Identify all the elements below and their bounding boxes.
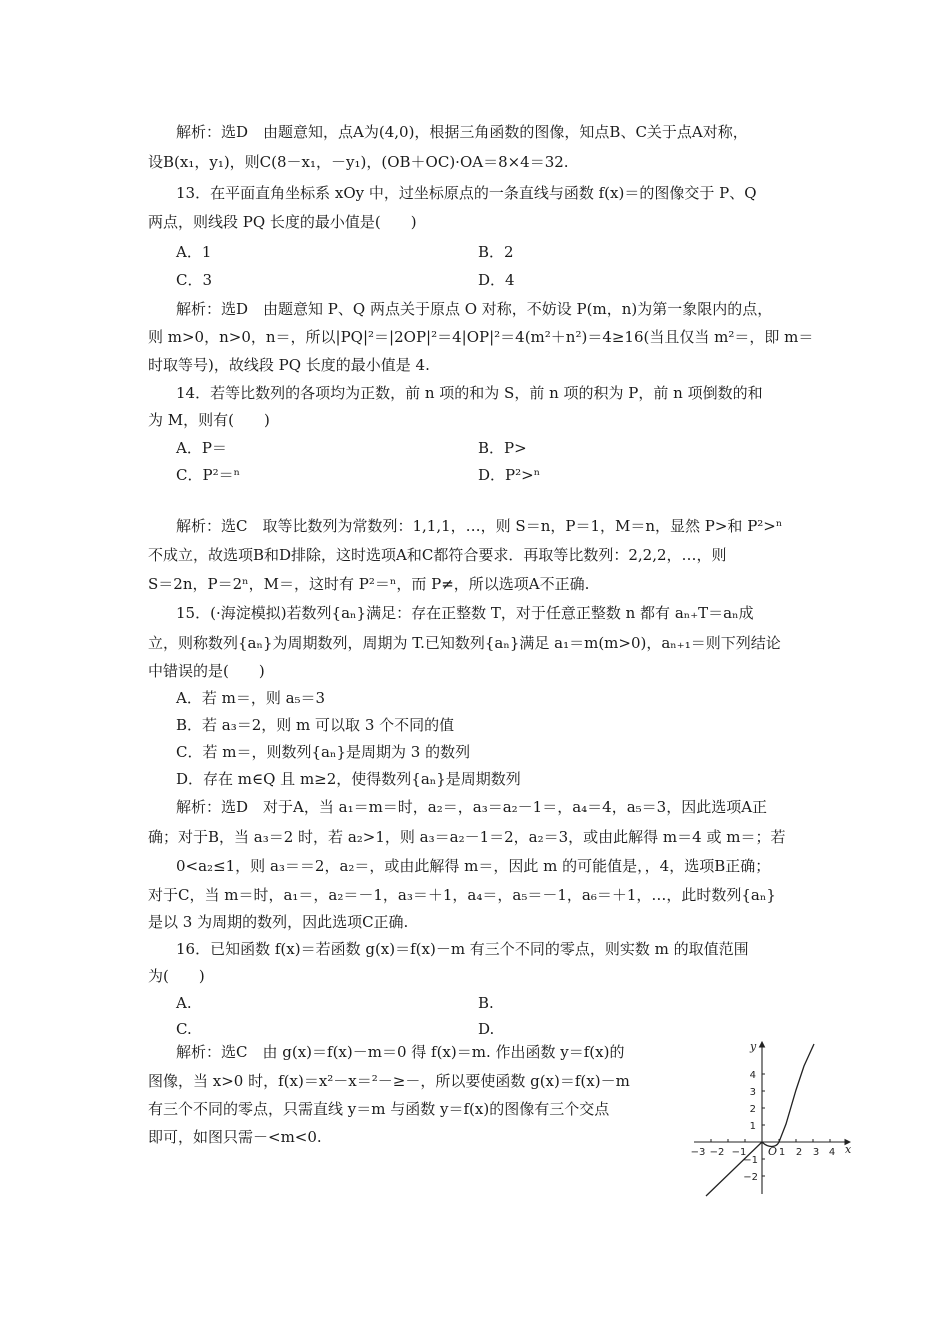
x-tick-label-1: 1 — [778, 1147, 786, 1158]
solution-14-line-2: 不成立，故选项B和D排除，这时选项A和C都符合要求．再取等比数列：2,2,2，…，则 — [148, 546, 727, 564]
function-graph — [690, 1038, 855, 1198]
y-tick-label-2: 2 — [749, 1104, 756, 1115]
solution-14-line-1: 解析：选C 取等比数列为常数列：1,1,1，…，则 S＝n，P＝1，M＝n，显然 P>和 P²>ⁿ — [176, 517, 783, 535]
solution-12-line-1: 解析：选D 由题意知，点A为(4,0)，根据三角函数的图像，知点B、C关于点A对称， — [176, 123, 748, 141]
question-14-stem-cont: 为 M，则有( ) — [148, 411, 270, 429]
question-13-stem-cont: 两点，则线段 PQ 长度的最小值是( ) — [148, 213, 417, 231]
solution-16-line-3: 有三个不同的零点，只需直线 y＝m 与函数 y＝f(x)的图像有三个交点 — [148, 1100, 610, 1118]
x-tick-label-2: 2 — [795, 1147, 803, 1158]
curve-right-parabola — [762, 1044, 814, 1147]
solution-14-line-3: S＝2n，P＝2ⁿ，M＝，这时有 P²＝ⁿ，而 P≠，所以选项A不正确. — [148, 575, 590, 593]
question-14-option-b: B．P> — [478, 439, 527, 457]
question-13-stem: 13．在平面直角坐标系 xOy 中，过坐标原点的一条直线与函数 f(x)＝的图像交于 P、Q — [176, 184, 757, 202]
solution-12-line-2: 设B(x₁，y₁)，则C(8－x₁，－y₁)，(OB＋OC)·OA＝8×4＝32. — [148, 153, 569, 171]
question-14-stem: 14．若等比数列的各项均为正数，前 n 项的和为 S，前 n 项的积为 P，前 n 项倒数的和 — [176, 384, 763, 402]
solution-13-line-3: 时取等号)，故线段 PQ 长度的最小值是 4. — [148, 356, 430, 374]
question-15-option-b: B．若 a₃＝2，则 m 可以取 3 个不同的值 — [176, 716, 455, 734]
question-15-option-c: C．若 m＝，则数列{aₙ}是周期为 3 的数列 — [176, 743, 471, 761]
solution-15-line-3: 0<a₂≤1，则 a₃＝＝2，a₂＝，或由此解得 m＝，因此 m 的可能值是，，4，选项B正确； — [176, 857, 771, 875]
question-13-option-c: C．3 — [176, 271, 213, 289]
question-15-option-d: D．存在 m∈Q 且 m≥2，使得数列{aₙ}是周期数列 — [176, 770, 521, 788]
y-tick-label-3: 3 — [749, 1087, 756, 1098]
y-tick-label-4: 4 — [749, 1070, 756, 1081]
question-13-option-a: A．1 — [176, 243, 212, 261]
x-tick-label-neg1: −1 — [731, 1147, 747, 1158]
y-tick-label-neg1: −1 — [743, 1155, 758, 1166]
question-16-stem-cont: 为( ) — [148, 967, 205, 985]
question-14-option-d: D．P²>ⁿ — [478, 466, 541, 484]
solution-16-line-4: 即可，如图只需－<m<0. — [148, 1128, 322, 1146]
solution-15-line-4: 对于C，当 m＝时，a₁＝，a₂＝－1，a₃＝＋1，a₄＝，a₅＝－1，a₆＝＋1，…，此时数列{aₙ} — [148, 886, 776, 904]
question-16-option-d: D. — [478, 1020, 495, 1038]
question-16-stem: 16．已知函数 f(x)＝若函数 g(x)＝f(x)－m 有三个不同的零点，则实数 m 的取值范围 — [176, 940, 749, 958]
question-15-stem: 15．(·海淀模拟)若数列{aₙ}满足：存在正整数 T，对于任意正整数 n 都有 aₙ₊T＝aₙ成 — [176, 604, 754, 622]
question-13-option-d: D．4 — [478, 271, 515, 289]
x-axis-label: x — [845, 1143, 852, 1156]
function-graph-figure — [690, 1038, 855, 1198]
question-15-stem-cont-1: 立，则称数列{aₙ}为周期数列，周期为 T.已知数列{aₙ}满足 a₁＝m(m>0)，aₙ₊₁＝则下列结论 — [148, 634, 781, 652]
question-13-option-b: B．2 — [478, 243, 514, 261]
question-16-option-b: B. — [478, 994, 494, 1012]
x-tick-label-3: 3 — [812, 1147, 820, 1158]
solution-13-line-1: 解析：选D 由题意知 P、Q 两点关于原点 O 对称，不妨设 P(m，n)为第一象限内的点， — [176, 300, 773, 318]
question-15-stem-cont-2: 中错误的是( ) — [148, 662, 265, 680]
question-15-option-a: A．若 m＝，则 a₅＝3 — [176, 689, 326, 707]
solution-15-line-1: 解析：选D 对于A，当 a₁＝m＝时，a₂＝，a₃＝a₂－1＝，a₄＝4，a₅＝3，因此选项A正 — [176, 798, 768, 816]
question-16-option-a: A. — [176, 994, 192, 1012]
y-tick-label-1: 1 — [749, 1121, 756, 1132]
y-axis-label: y — [750, 1040, 757, 1053]
question-14-option-a: A．P＝ — [176, 439, 227, 457]
question-14-option-c: C．P²＝ⁿ — [176, 466, 241, 484]
origin-label: O — [768, 1145, 778, 1158]
y-tick-label-neg2: −2 — [743, 1172, 758, 1183]
solution-16-line-1: 解析：选C 由 g(x)＝f(x)－m＝0 得 f(x)＝m. 作出函数 y＝f(x)的 — [176, 1043, 625, 1061]
solution-13-line-2: 则 m>0，n>0，n＝，所以|PQ|²＝|2OP|²＝4|OP|²＝4(m²＋n²)＝4≥16(当且仅当 m²＝，即 m＝ — [148, 328, 814, 346]
x-tick-label-4: 4 — [828, 1147, 836, 1158]
x-tick-label-neg2: −2 — [709, 1147, 725, 1158]
solution-16-line-2: 图像，当 x>0 时，f(x)＝x²－x＝²－≥－，所以要使函数 g(x)＝f(x)－m — [148, 1072, 630, 1090]
solution-15-line-5: 是以 3 为周期的数列，因此选项C正确. — [148, 913, 409, 931]
question-16-option-c: C. — [176, 1020, 192, 1038]
solution-15-line-2: 确；对于B，当 a₃＝2 时，若 a₂>1，则 a₃＝a₂－1＝2，a₂＝3，或由此解得 m＝4 或 m＝；若 — [148, 828, 786, 846]
x-tick-label-neg3: −3 — [690, 1147, 706, 1158]
